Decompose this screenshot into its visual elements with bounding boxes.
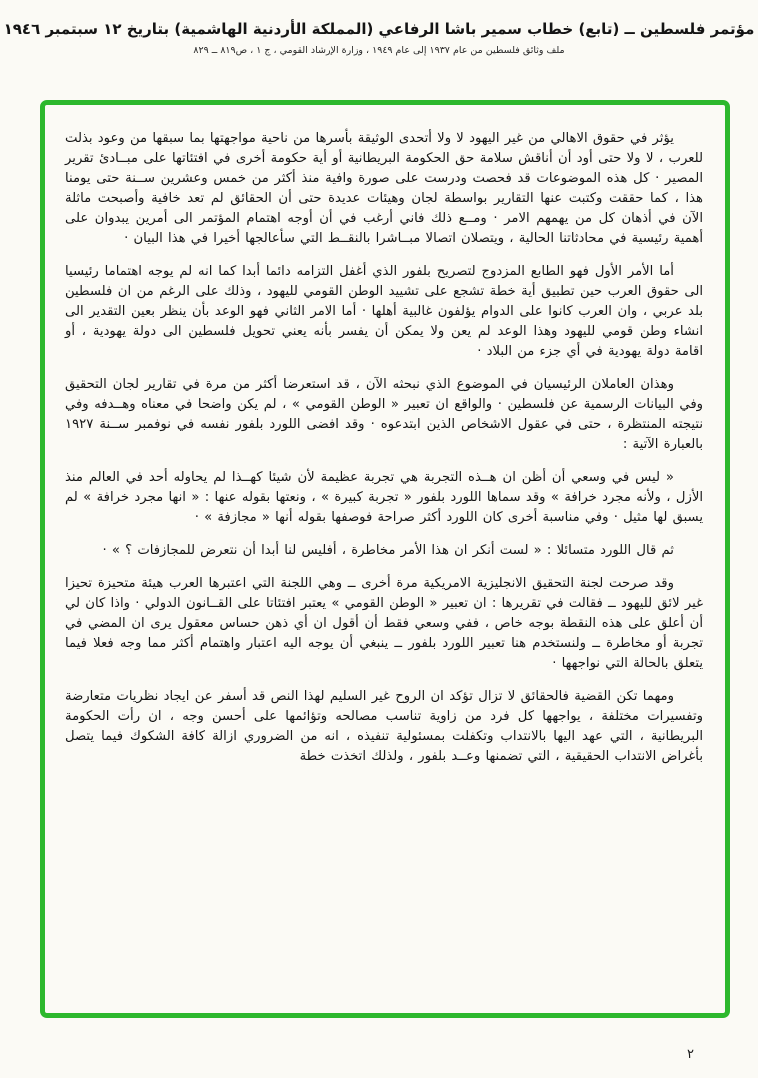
page-number: ٢ xyxy=(687,1047,694,1062)
paragraph-5-quote: ثم قال اللورد متسائلا : « لست أنكر ان هذا الأمر مخاطرة ، أفليس لنا أبدا أن نتعرض للمجازفات ؟ » · xyxy=(102,543,674,558)
paragraph-2: أما الأمر الأول فهو الطابع المزدوج لتصريح بلفور الذي أغفل التزامه دائما أبدا كما انه لم يوجه اهتماما رئيسيا الى حقوق العرب حين تطبيق أية خطة تشجع على تشييد الوطن القومي لليهود ، وذلك على الرغم من ان فلسطين بلد عربي ، وان العرب كانوا على الدوام يؤلفون غالبية أهلها · أما الامر الثاني فهو الوعد بأن ينظر بعين التقدير الى انشاء وطن قومي لليهود وهذا الوعد لم يعن ولا يمكن أن يفسر بأنه يعني تحويل فلسطين الى دولة يهودية ، أو اقامة دولة يهودية في أي جزء من البلاد · xyxy=(65,264,703,359)
document-body xyxy=(65,129,703,767)
paragraph-4-quote: « ليس في وسعي أن أظن ان هــذه التجربة هي تجربة عظيمة لأن شيئا كهــذا لم يحاوله أحد في العالم منذ الأزل ، ولأنه مجرد خرافة » وقد سماها اللورد بلفور « تجربة كبيرة » ، ونعتها بقوله عنها : « انها مجرد خرافة » لم يسبق لها مثيل · وفي مناسبة أخرى كان اللورد أكثر صراحة فوصفها بقوله أنها « مجازفة » · xyxy=(65,470,703,525)
paragraph-6: وقد صرحت لجنة التحقيق الانجليزية الامريكية مرة أخرى ــ وهي اللجنة التي اعتبرها العرب هيئة متحيزة تحيزا غير لائق لليهود ــ فقالت في تقريرها : ان تعبير « الوطن القومي » يعتبر افتئاتا على القــانون الدولي · واذا كان لي أن أعلق على هذه النقطة بوجه خاص ، ففي وسعي فقط أن أقول ان أي ذهن حساس معقول يرى ان المضي في تجربة أو مخاطرة ــ ولنستخدم هنا تعبير اللورد بلفور ــ ينبغي أن يوجه اليه اعتبار واهتمام أكثر مما وجه فعلا فيما يتعلق بالحالة التي نواجهها · xyxy=(65,576,703,671)
document-header xyxy=(0,0,758,56)
paragraph-3: وهذان العاملان الرئيسيان في الموضوع الذي نبحثه الآن ، قد استعرضا أكثر من مرة في تقارير لجان التحقيق وفي البيانات الرسمية عن فلسطين · والواقع ان تعبير « الوطن القومي » ، لم يكن واضحا في معناه وهــدفه وفي نتيجته المنتظرة ، حتى في عقول الاشخاص الذين ابتدعوه · وقد افضى اللورد بلفور نفسه في نوفمبر ســنة ١٩٢٧ بالعبارة الآتية : xyxy=(65,377,703,452)
paragraph-1: يؤثر في حقوق الاهالي من غير اليهود لا ولا أتحدى الوثيقة بأسرها من ناحية مواجهتها بما سبقها من وعود بذلت للعرب ، لا ولا حتى أود أن أناقش سلامة حق الحكومة البريطانية أو أية حكومة أخرى في افتئاتها على مبــادئ تقرير المصير · كل هذه الموضوعات قد فحصت ودرست على صورة وافية منذ أكثر من خمس وعشرين ســنة حتى يومنا هذا ، كما حققت وكتبت عنها التقارير بواسطة لجان وهيئات عديدة حتى أن الحقائق لم تعد خافية وأصبحت ماثلة الآن في أذهان كل من يهمهم الامر · ومــع ذلك فاني أرغب في أن أوجه اهتمام المؤتمر الى أمرين يبدوان على أهمية رئيسية في محادثاتنا الحالية ، ويتصلان اتصالا مبــاشرا بالنقــط التي سأعالجها أخيرا في هذا البيان · xyxy=(65,131,703,246)
paragraph-7: ومهما تكن القضية فالحقائق لا تزال تؤكد ان الروح غير السليم لهذا النص قد أسفر عن ايجاد نظريات متعارضة وتفسيرات مختلفة ، يواجهها كل فرد من زاوية تناسب مصالحه وتؤائمها على أحسن وجه ، ان رأت الحكومة البريطانية ، التي عهد اليها بالانتداب وتكفلت بمسئولية تنفيذه ، انه من الضروري ازالة كافة الشكوك فيما يتصل بأغراض الانتداب الحقيقية ، التي تضمنها وعــد بلفور ، ولذلك اتخذت خطة xyxy=(65,689,703,764)
document-source-line: ملف وثائق فلسطين من عام ١٩٣٧ إلى عام ١٩٤٩ ، وزارة الإرشاد القومي ، ج ١ ، ص٨١٩ ــ ٨٢٩ xyxy=(193,45,565,56)
document-title: مؤتمر فلسطين ــ (تابع) خطاب سمير باشا الرفاعي (المملكة الأردنية الهاشمية) بتاريخ ١٢ سبتمبر ١٩٤٦ xyxy=(3,20,755,38)
green-annotation-box xyxy=(40,100,730,1018)
